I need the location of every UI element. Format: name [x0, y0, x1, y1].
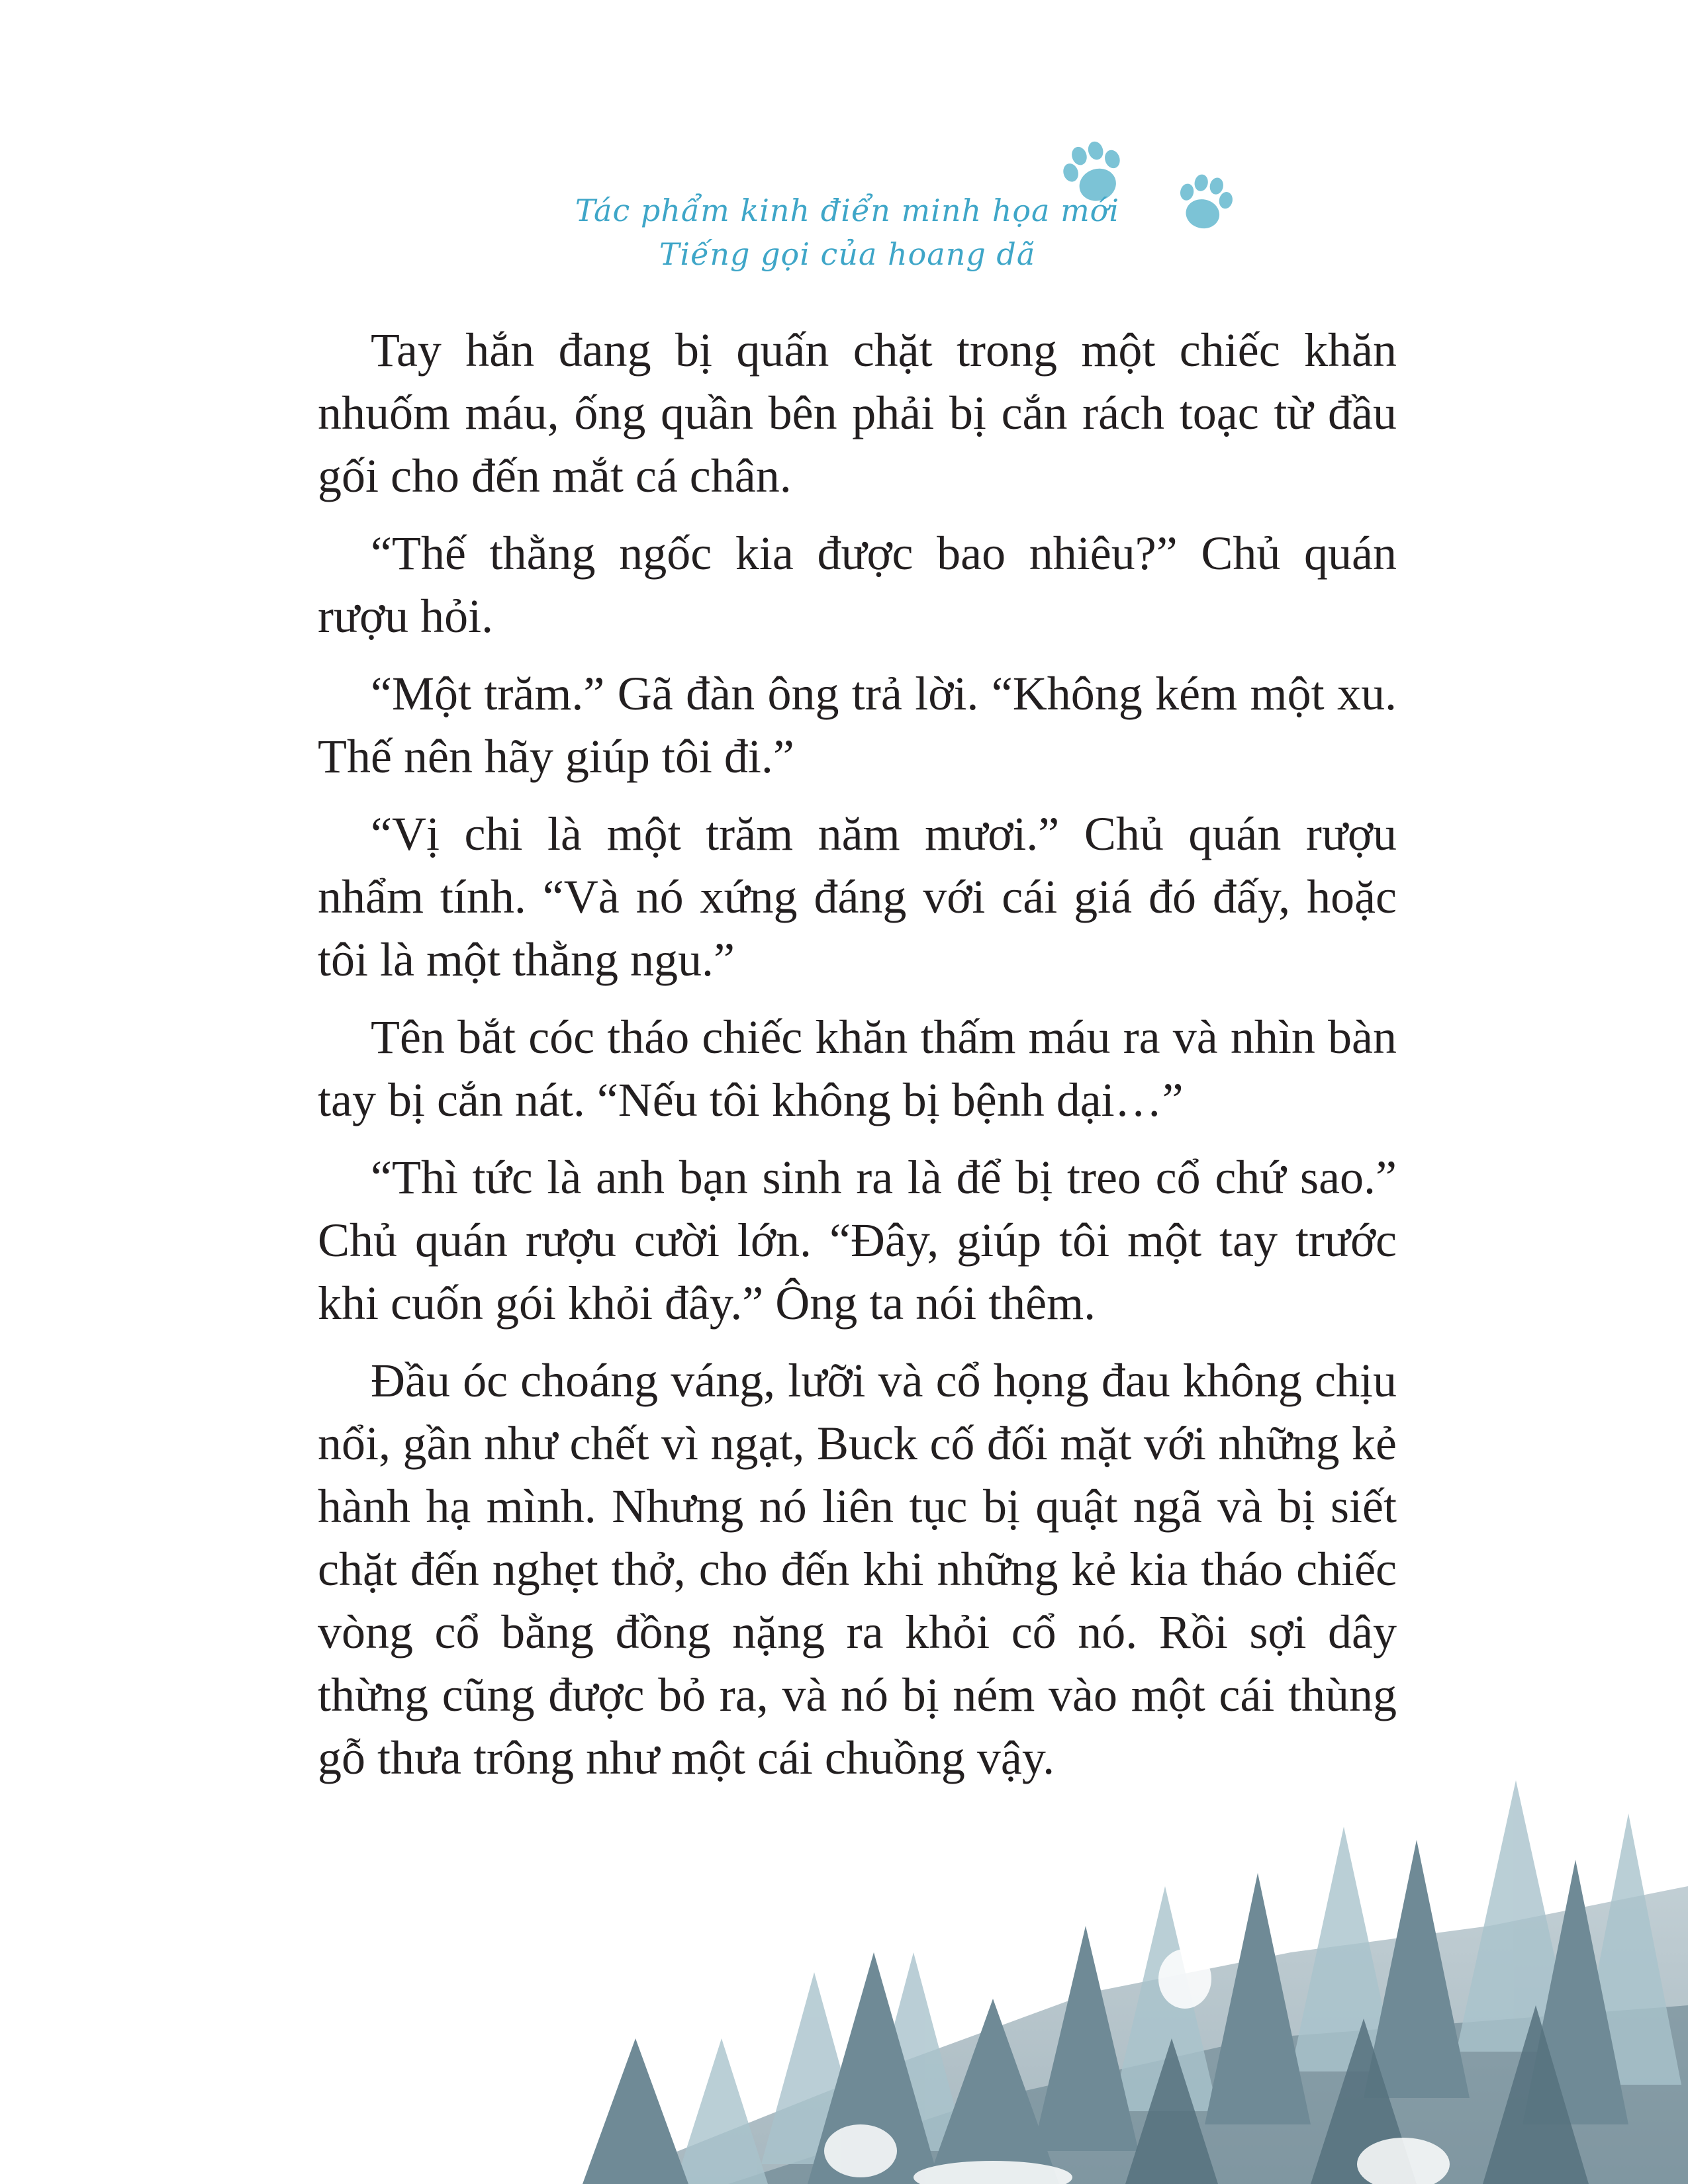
snowy-forest-illustration	[0, 1754, 1688, 2184]
running-header	[516, 189, 1178, 276]
series-title: Tác phẩm kinh điển minh họa mới	[575, 193, 1120, 228]
paragraph: “Một trăm.” Gã đàn ông trả lời. “Không kém một xu. Thế nên hãy giúp tôi đi.”	[318, 667, 1397, 783]
paragraph: Tên bắt cóc tháo chiếc khăn thấm máu ra và nhìn bàn tay bị cắn nát. “Nếu tôi không bị bệnh dại…”	[318, 1011, 1397, 1126]
paragraph: “Thế thằng ngốc kia được bao nhiêu?” Chủ quán rượu hỏi.	[318, 527, 1397, 643]
paragraph: “Vị chi là một trăm năm mươi.” Chủ quán rượu nhẩm tính. “Và nó xứng đáng với cái giá đó đấy, hoặc tôi là một thằng ngu.”	[318, 807, 1397, 986]
paragraph: Đầu óc choáng váng, lưỡi và cổ họng đau không chịu nổi, gần như chết vì ngạt, Buck cố đối mặt với những kẻ hành hạ mình. Nhưng nó liên tục bị quật ngã và bị siết chặt đến nghẹt thở, cho đến khi những kẻ kia tháo chiếc vòng cổ bằng đồng nặng ra khỏi cổ nó. Rồi sợi dây thừng cũng được bỏ ra, và nó bị ném vào một cái thùng gỗ thưa trông như một cái chuồng vậy.	[318, 1354, 1397, 1784]
paragraph: “Thì tức là anh bạn sinh ra là để bị treo cổ chứ sao.” Chủ quán rượu cười lớn. “Đây, giúp tôi một tay trước khi cuốn gói khỏi đây.” Ông ta nói thêm.	[318, 1151, 1397, 1330]
paragraph: Tay hắn đang bị quấn chặt trong một chiếc khăn nhuốm máu, ống quần bên phải bị cắn rách toạc từ đầu gối cho đến mắt cá chân.	[318, 324, 1397, 502]
body-text	[318, 319, 1397, 1804]
book-title: Tiếng gọi của hoang dã	[659, 236, 1036, 272]
